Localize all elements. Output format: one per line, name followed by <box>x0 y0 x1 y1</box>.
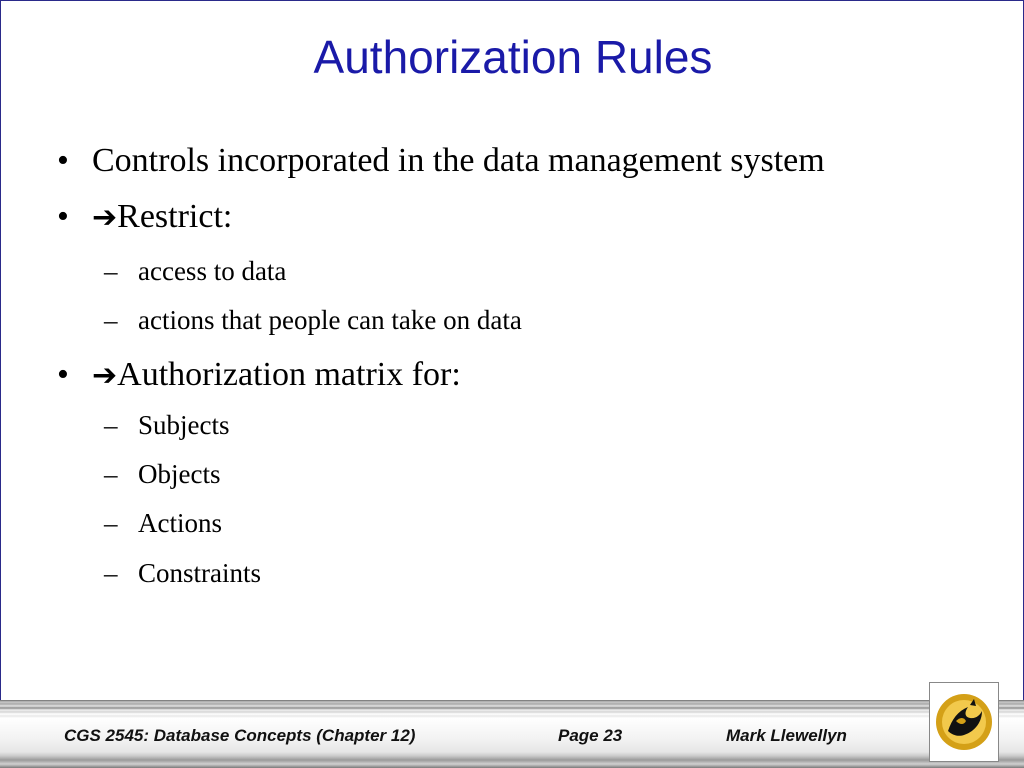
bullet-item <box>57 144 825 178</box>
logo-frame <box>929 682 999 762</box>
footer-page-number: Page 23 <box>558 726 623 745</box>
bullet-text: Controls incorporated in the data management system <box>92 142 825 179</box>
sub-bullet-item <box>104 307 522 334</box>
sub-bullet-text: Actions <box>138 508 222 538</box>
dash-marker: – <box>104 410 118 440</box>
slide-title: Authorization Rules <box>313 31 713 83</box>
sub-bullet-item <box>104 510 222 537</box>
bullet-dot: • <box>57 356 69 393</box>
bullet-item <box>57 358 461 392</box>
bullet-item <box>57 200 232 234</box>
dash-marker: – <box>104 558 118 588</box>
sub-bullet-item <box>104 412 230 439</box>
pegasus-logo-icon <box>934 691 994 753</box>
sub-bullet-text: Constraints <box>138 558 262 588</box>
footer-author: Mark Llewellyn <box>726 726 847 745</box>
sub-bullet-text: access to data <box>138 256 287 286</box>
sub-bullet-item <box>104 461 220 488</box>
sub-bullet-text: Objects <box>138 459 221 489</box>
sub-bullet-text: Subjects <box>138 410 230 440</box>
sub-bullet-item <box>104 560 261 587</box>
bullet-dot: • <box>57 142 69 179</box>
right-arrow-icon: ➔ <box>92 200 118 235</box>
right-arrow-icon: ➔ <box>92 358 118 393</box>
bullet-text: Restrict: <box>117 198 233 235</box>
sub-bullet-item <box>104 258 286 285</box>
bullet-text: Authorization matrix for: <box>117 356 461 393</box>
sub-bullet-text: actions that people can take on data <box>138 305 522 335</box>
dash-marker: – <box>104 256 118 286</box>
dash-marker: – <box>104 459 118 489</box>
bullet-dot: • <box>57 198 69 235</box>
footer-course: CGS 2545: Database Concepts (Chapter 12) <box>64 726 416 745</box>
dash-marker: – <box>104 508 118 538</box>
dash-marker: – <box>104 305 118 335</box>
